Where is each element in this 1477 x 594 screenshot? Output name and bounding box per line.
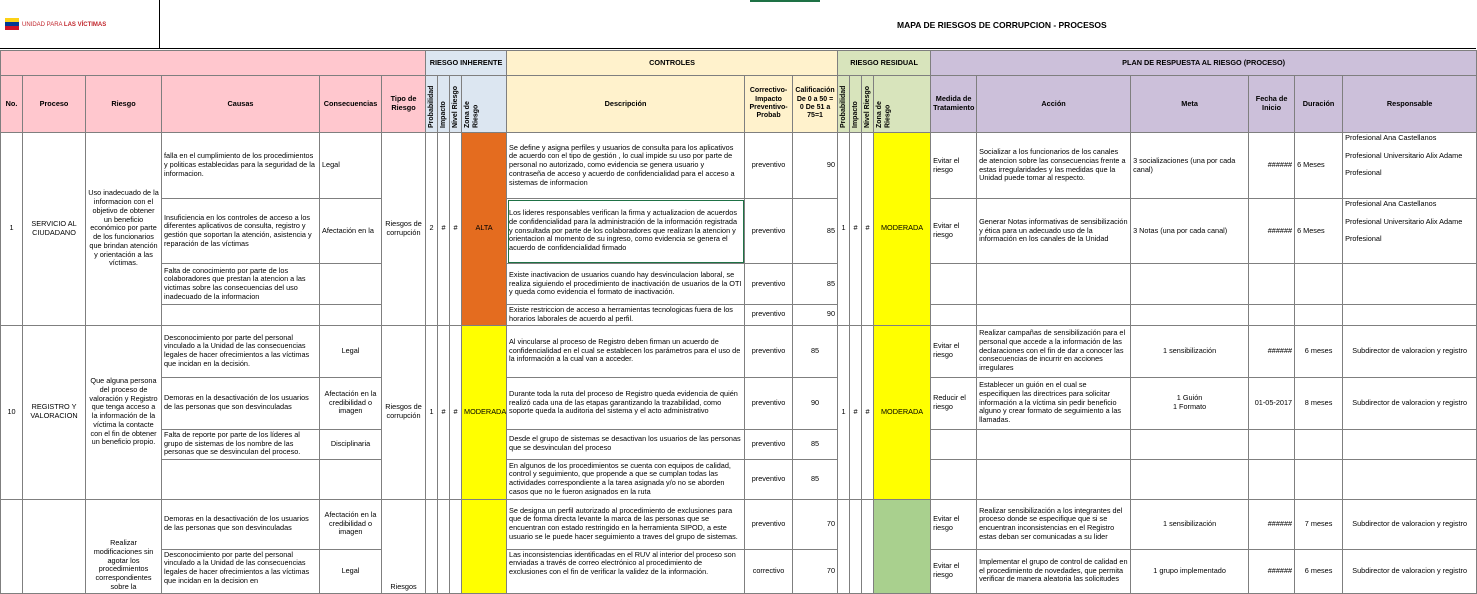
cell-responsable[interactable]: Subdirector de valoracion y registro [1343,377,1477,429]
cell-fecha[interactable] [1249,429,1295,459]
cell-causa[interactable]: Falta de conocimiento por parte de los colaboradores que prestan la atencion a las victimas sobre las consecuencias del uso inadecuado de la informacion [162,264,320,305]
cell-zona[interactable]: MODERADA [462,325,507,499]
cell-accion[interactable]: Implementar el grupo de control de calidad en el procedimiento de novedades, que permita verificar de manera aleatoria las solicitudes [977,549,1131,593]
col-proceso: Proceso [23,76,86,133]
cell-duracion[interactable] [1295,264,1343,305]
cell-calificacion[interactable]: 85 [793,264,838,305]
cell-descripcion[interactable]: Existe restriccion de acceso a herramientas tecnologicas fuera de los horarios laborales de acuerdo al perfil. [507,305,745,326]
col-impacto: Impacto [440,101,448,128]
cell-descripcion[interactable]: Durante toda la ruta del proceso de Registro queda evidencia de quién realizó cada una de las etapas garantizando la trazabilidad, como soporte queda la auditoria del sistema y el acto administrativo [507,377,745,429]
cell-causa[interactable] [162,459,320,499]
cell-accion[interactable]: Establecer un guión en el cual se especifiquen las directrices para solicitar información a la víctima sin pedir beneficio alguno y crear formato de seguimiento a las llamadas. [977,377,1131,429]
col-calificacion: Calificación De 0 a 50 = 0 De 51 a 75=1 [793,76,838,133]
cell-duracion[interactable]: 8 meses [1295,377,1343,429]
logo [0,0,160,49]
table-row[interactable] [1,199,1477,264]
cell-calificacion[interactable]: 85 [793,459,838,499]
cell-tipo-control[interactable]: preventivo [745,429,793,459]
cell-calificacion[interactable]: 85 [793,325,838,377]
cell-duracion[interactable]: 6 Meses [1295,199,1343,264]
cell-responsable[interactable] [1343,305,1477,326]
col-responsable: Responsable [1343,76,1477,133]
cell-fecha[interactable] [1249,305,1295,326]
cell-calificacion[interactable]: 90 [793,133,838,199]
cell-tipo-control[interactable]: preventivo [745,459,793,499]
cell-prob-residual[interactable] [838,499,850,593]
cell-tipo-control[interactable]: preventivo [745,264,793,305]
cell-proceso[interactable]: SERVICIO AL CIUDADANO [23,133,86,326]
cell-tipo-control[interactable]: preventivo [745,377,793,429]
cell-meta[interactable]: 1 sensibilización [1131,499,1249,549]
cell-tipo[interactable]: Riesgos [382,499,426,593]
cell-tipo-control[interactable]: preventivo [745,499,793,549]
cell-descripcion[interactable]: Las inconsistencias identificadas en el RUV al interior del proceso son enviadas a través de correo electrónico al procedimiento de exclusiones con el fin de verificar la validez de la información. [507,549,745,593]
table-row[interactable] [1,549,1477,593]
cell-imp-residual[interactable] [850,499,862,593]
active-column-marker [750,0,820,2]
cell-imp[interactable] [438,499,450,593]
col-zona-residual: Zona de Riesgo [876,101,892,128]
cell-accion[interactable]: Realizar sensibilización a los integrantes del proceso donde se especifique que si se encuentran inconsistencias en el Registro estas deban ser comunicadas a su lider [977,499,1131,549]
cell-prob-residual[interactable]: 1 [838,133,850,326]
cell-medida[interactable]: Evitar el riesgo [931,133,977,199]
cell-meta[interactable]: 3 Notas (una por cada canal) [1131,199,1249,264]
cell-nivel-residual[interactable]: # [862,133,874,326]
cell-duracion[interactable] [1295,459,1343,499]
cell-duracion[interactable]: 6 meses [1295,549,1343,593]
cell-imp[interactable]: # [438,133,450,326]
cell-causa[interactable]: falla en el cumplimiento de los procedimientos y politicas establecidas para la seguridad de la informacion. [162,133,320,199]
cell-fecha[interactable] [1249,459,1295,499]
cell-consecuencia[interactable]: Afectación en la credibilidad o imagen [320,499,382,549]
cell-calificacion[interactable]: 70 [793,549,838,593]
logo-text-plain: UNIDAD PARA [22,22,63,28]
cell-prob[interactable]: 1 [426,325,438,499]
cell-consecuencia[interactable]: Legal [320,133,382,199]
cell-consecuencia[interactable]: Disciplinaria [320,429,382,459]
cell-accion[interactable]: Realizar campañas de sensibilización para el personal que accede a la información de las declaraciones con el fin de dar a conocer las consecuencias de incurrir en acciones irregulares [977,325,1131,377]
cell-calificacion[interactable]: 70 [793,499,838,549]
cell-responsable[interactable]: Profesional Ana Castellanos Profesional Universitario Alix Adame Profesional [1343,199,1477,264]
cell-causa[interactable] [162,305,320,326]
cell-nivel-residual[interactable] [862,499,874,593]
cell-fecha[interactable]: ###### [1249,549,1295,593]
cell-fecha[interactable]: ###### [1249,199,1295,264]
cell-meta[interactable]: 1 sensibilización [1131,325,1249,377]
cell-duracion[interactable]: 6 Meses [1295,133,1343,199]
cell-fecha[interactable]: ###### [1249,325,1295,377]
cell-consecuencia[interactable] [320,459,382,499]
group-plan-respuesta: PLAN DE RESPUESTA AL RIESGO (PROCESO) [931,51,1477,76]
col-no: No. [1,76,23,133]
cell-prob-residual[interactable]: 1 [838,325,850,499]
cell-responsable[interactable]: Subdirector de valoracion y registro [1343,499,1477,549]
cell-zona-residual[interactable] [874,499,931,593]
col-accion: Acción [977,76,1131,133]
cell-causa[interactable]: Demoras en la desactivación de los usuarios de las personas que son desvinculadas [162,377,320,429]
col-nivel: Nivel Riesgo [452,85,460,128]
cell-responsable[interactable] [1343,459,1477,499]
cell-zona[interactable] [462,499,507,593]
cell-fecha[interactable] [1249,264,1295,305]
cell-meta[interactable]: 1 grupo implementado [1131,549,1249,593]
cell-accion[interactable] [977,264,1131,305]
cell-accion[interactable] [977,305,1131,326]
cell-responsable[interactable]: Subdirector de valoracion y registro [1343,325,1477,377]
cell-medida[interactable] [931,459,977,499]
cell-imp[interactable]: # [438,325,450,499]
col-causas: Causas [162,76,320,133]
col-zona: Zona de Riesgo [464,101,480,128]
col-duracion: Duración [1295,76,1343,133]
cell-causa[interactable]: Insuficiencia en los controles de acceso a los diferentes aplicativos de consulta, registro y gestión que soportan la atención, asistencia y reparación de las víctimas [162,199,320,264]
cell-accion[interactable]: Generar Notas informativas de sensibilización y ética para un adecuado uso de la información en los canales de la Unidad [977,199,1131,264]
cell-medida[interactable]: Evitar el riesgo [931,499,977,549]
cell-causa[interactable]: Desconocimiento por parte del personal vinculado a la Unidad de las consecuencias legales de hacer ofrecimientos a las víctimas que incidan en la decision en [162,549,320,593]
cell-prob[interactable] [426,499,438,593]
cell-medida[interactable]: Evitar el riesgo [931,199,977,264]
cell-meta[interactable] [1131,264,1249,305]
cell-responsable[interactable] [1343,429,1477,459]
table-row[interactable] [1,305,1477,326]
cell-descripcion-selected[interactable]: Los lideres responsables verifican la firma y actualizacion de acuerdos de confidencialidad para la administración de la información registrada y consultada por parte de los colaboradores que realizan la atencion y orientacion al momento de su ingreso, como evidencia se genera el acuerdo de confidencialidad firmado [507,199,745,264]
table-row[interactable] [1,325,1477,377]
cell-proceso[interactable]: REGISTRO Y VALORACION [23,325,86,499]
cell-meta[interactable] [1131,429,1249,459]
col-probabilidad: Probabilidad [428,85,436,128]
sheet-header [0,0,1476,50]
cell-meta[interactable]: 3 socializaciones (una por cada canal) [1131,133,1249,199]
cell-tipo-control[interactable]: preventivo [745,325,793,377]
cell-fecha[interactable]: ###### [1249,499,1295,549]
cell-duracion[interactable] [1295,429,1343,459]
group-header-row [1,51,1477,76]
cell-duracion[interactable]: 6 meses [1295,325,1343,377]
cell-no[interactable]: 10 [1,325,23,499]
cell-accion[interactable]: Socializar a los funcionarios de los canales de atencion sobre las consecuencias frente a estas irregularidades y las medidas que la Unidad puede tomar al respecto. [977,133,1131,199]
risk-table [0,50,1477,594]
cell-consecuencia[interactable]: Afectación en la [320,199,382,264]
cell-medida[interactable]: Evitar el riesgo [931,325,977,377]
table-row[interactable] [1,429,1477,459]
col-nivel-residual: Nivel Riesgo [864,85,872,128]
cell-imp-residual[interactable]: # [850,133,862,326]
group-riesgo-inherente: RIESGO INHERENTE [426,51,507,76]
col-riesgo: Riesgo [86,76,162,133]
logo-text-bold: LAS VÍCTIMAS [63,22,107,28]
cell-descripcion[interactable]: Existe inactivacion de usuarios cuando hay desvinculacion laboral, se realiza siguiendo el procedimiento de inactivación de usuarios de la OTI y queda como evidencia el formato de inactivación. [507,264,745,305]
cell-causa[interactable]: Demoras en la desactivación de los usuarios de las personas que son desvinculadas [162,499,320,549]
cell-imp-residual[interactable]: # [850,325,862,499]
group-controles: CONTROLES [507,51,838,76]
cell-tipo-control[interactable]: correctivo [745,549,793,593]
cell-medida[interactable] [931,305,977,326]
col-descripcion: Descripción [507,76,745,133]
cell-descripcion[interactable]: En algunos de los procedimientos se cuenta con equipos de calidad, control y seguimiento, que propende a que se cumplan todas las actividades correspondiente a la tarea asignada y/o no se aborden casos que no le fueron asignados en la ruta [507,459,745,499]
cell-accion[interactable] [977,459,1131,499]
cell-consecuencia[interactable]: Afectación en la credibilidad o imagen [320,377,382,429]
cell-consecuencia[interactable] [320,264,382,305]
group-header-pink [1,51,426,76]
table-row[interactable] [1,459,1477,499]
cell-descripcion[interactable]: Al vincularse al proceso de Registro deben firman un acuerdo de confidencialidad en el cual se establecen los parámetros para el uso de la información a la cual van a acceder. [507,325,745,377]
cell-descripcion[interactable]: Se define y asigna perfiles y usuarios de consulta para los aplicativos de acuerdo con el tipo de gestión , lo cual impide su uso por parte de personal no autorizado, como evidencia se genera usuario y contraseña de acceso y acuerdo de confidencialidad para el acceso a sistemas de informacion [507,133,745,199]
cell-meta[interactable] [1131,459,1249,499]
cell-medida[interactable]: Evitar el riesgo [931,549,977,593]
cell-medida[interactable] [931,429,977,459]
cell-zona[interactable]: ALTA [462,133,507,326]
column-header-row [1,76,1477,133]
cell-responsable[interactable] [1343,264,1477,305]
cell-fecha[interactable]: ###### [1249,133,1295,199]
col-medida: Medida de Tratamiento [931,76,977,133]
cell-responsable[interactable]: Subdirector de valoracion y registro [1343,549,1477,593]
cell-prob[interactable]: 2 [426,133,438,326]
cell-nivel[interactable] [450,499,462,593]
cell-no[interactable] [1,499,23,593]
cell-riesgo[interactable]: Uso inadecuado de la informacion con el objetivo de obtener un beneficio económico por parte de los funcionarios que brindan atención y orientación a las víctimas. [86,133,162,326]
cell-causa[interactable]: Falta de reporte por parte de los líderes al grupo de sistemas de los nombre de las personas que se desvinculan del proceso. [162,429,320,459]
col-consecuencias: Consecuencias [320,76,382,133]
cell-calificacion[interactable]: 85 [793,429,838,459]
title-area [160,0,1476,49]
cell-medida[interactable]: Reducir el riesgo [931,377,977,429]
emblem-icon [5,18,19,30]
cell-consecuencia[interactable]: Legal [320,549,382,593]
cell-tipo[interactable]: Riesgos de corrupción [382,133,426,326]
cell-nivel[interactable]: # [450,133,462,326]
cell-proceso[interactable] [23,499,86,593]
col-correctivo: Correctivo-Impacto Preventivo-Probab [745,76,793,133]
cell-calificacion[interactable]: 85 [793,199,838,264]
page-title: MAPA DE RIESGOS DE CORRUPCION - PROCESOS [897,20,1107,30]
cell-medida[interactable] [931,264,977,305]
cell-nivel[interactable]: # [450,325,462,499]
cell-tipo-control[interactable]: preventivo [745,133,793,199]
cell-zona-residual[interactable]: MODERADA [874,133,931,326]
cell-calificacion[interactable]: 90 [793,305,838,326]
cell-no[interactable]: 1 [1,133,23,326]
cell-consecuencia[interactable] [320,305,382,326]
col-probabilidad-residual: Probabilidad [840,85,848,128]
col-fecha: Fecha de Inicio [1249,76,1295,133]
cell-meta[interactable] [1131,305,1249,326]
table-row[interactable] [1,499,1477,549]
cell-nivel-residual[interactable]: # [862,325,874,499]
cell-tipo[interactable]: Riesgos de corrupción [382,325,426,499]
cell-riesgo[interactable]: Que alguna persona del proceso de valoración y Registro que tenga acceso a la información de la víctima la contacte con el fin de obtener un beneficio propio. [86,325,162,499]
table-row[interactable] [1,377,1477,429]
cell-zona-residual[interactable]: MODERADA [874,325,931,499]
cell-tipo-control[interactable]: preventivo [745,199,793,264]
cell-descripcion[interactable]: Desde el grupo de sistemas se desactivan los usuarios de las personas que se desvinculan del proceso [507,429,745,459]
cell-descripcion[interactable]: Se designa un perfil autorizado al procedimiento de exclusiones para que de forma directa levante la marca de las personas que se encuentran con estado restringido en la herramienta SIPOD, a este usuario se le puede hacer seguimiento a traves del grupo de sistemas. [507,499,745,549]
cell-fecha[interactable]: 01-05-2017 [1249,377,1295,429]
cell-causa[interactable]: Desconocimiento por parte del personal vinculado a la Unidad de las consecuencias legales de hacer ofrecimientos a las víctimas que incidan en la decisión. [162,325,320,377]
col-tipo: Tipo de Riesgo [382,76,426,133]
table-row[interactable] [1,133,1477,199]
cell-responsable[interactable]: Profesional Ana Castellanos Profesional Universitario Alix Adame Profesional [1343,133,1477,199]
cell-duracion[interactable]: 7 meses [1295,499,1343,549]
group-riesgo-residual: RIESGO RESIDUAL [838,51,931,76]
cell-calificacion[interactable]: 90 [793,377,838,429]
table-row[interactable] [1,264,1477,305]
col-impacto-residual: Impacto [852,101,860,128]
cell-duracion[interactable] [1295,305,1343,326]
col-meta: Meta [1131,76,1249,133]
cell-meta[interactable]: 1 Guión 1 Formato [1131,377,1249,429]
cell-consecuencia[interactable]: Legal [320,325,382,377]
cell-riesgo[interactable]: Realizar modificaciones sin agotar los procedimientos correspondientes sobre la [86,499,162,593]
cell-tipo-control[interactable]: preventivo [745,305,793,326]
cell-accion[interactable] [977,429,1131,459]
